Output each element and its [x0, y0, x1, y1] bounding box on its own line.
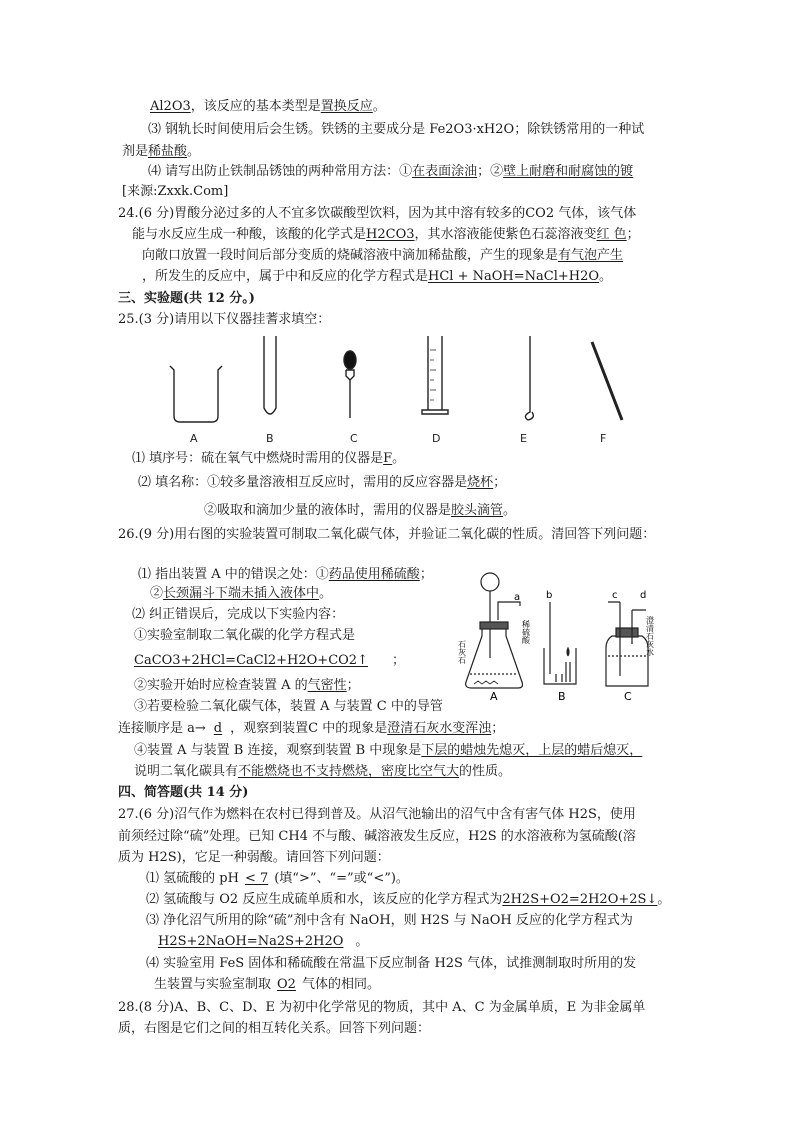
question-26-2d: ④装置 A 与装置 B 连接，观察到装置 B 中现象是下层的蜡烛先熄灭，上层的蜡后熄灭，	[134, 743, 643, 758]
instrument-label-b: B	[266, 432, 274, 445]
tube-c-top	[608, 602, 646, 610]
line-l2: ⑶ 钢轨长时间使用后会生锈。铁锈的主要成分是 Fe2O3·xH2O；除铁锈常用的一种试	[148, 122, 645, 137]
label-limestone: 石灰石	[457, 640, 467, 664]
instrument-label-e: E	[520, 432, 527, 445]
instrument-label-a: A	[190, 432, 198, 445]
question-27-3-answer: H2S+2NaOH=Na2S+2H2O 。	[158, 934, 369, 949]
question-26: 26.(9 分)用右图的实验装置可制取二氧化碳气体，并验证二氧化碳的性质。清回答下列问题：	[118, 527, 656, 542]
question-27-b: 前须经过除“硫”处理。已知 CH4 不与酸、碱溶液发生反应，H2S 的水溶液称为氢硫酸(溶	[118, 829, 636, 844]
label-a: a	[514, 592, 521, 603]
question-25-1: ⑴ 填序号：硫在氧气中燃烧时需用的仪器是F。	[132, 451, 406, 466]
glass-rod-icon	[592, 342, 622, 420]
beaker-icon	[170, 366, 222, 422]
label-limewater: 澄清石灰水	[645, 616, 655, 656]
question-26-2d-b: 说明二氧化碳具有不能燃烧也不支持燃烧，密度比空气大的性质。	[134, 764, 512, 779]
question-27-3: ⑶ 净化沼气所用的除“硫”剂中含有 NaOH，则 H2S 与 NaOH 反应的化学方程式为	[146, 913, 633, 928]
section-4-heading: 四、简答题(共 14 分)	[118, 785, 249, 800]
delivery-tube-a	[498, 602, 520, 620]
flask-icon	[466, 626, 523, 688]
label-c: c	[612, 590, 618, 601]
question-26-1: ⑴ 指出装置 A 中的错误之处：①药品使用稀硫酸；	[138, 567, 433, 582]
beaker-b-icon	[544, 648, 576, 684]
question-28: 28.(8 分)A、B、C、D、E 为初中化学常见的物质，其中 A、C 为金属单质，E 为非金属单	[118, 1000, 646, 1015]
label-d: d	[640, 590, 647, 601]
line-l9: ，所发生的反应中，属于中和反应的化学方程式是HCl + NaOH=NaCl+H2O。	[142, 269, 613, 284]
instrument-label-c: C	[350, 432, 358, 445]
test-tube-icon	[264, 336, 276, 414]
funnel-bulb	[481, 573, 499, 591]
line-l7: 能与水反应生成一种酸，该酸的化学式是H2CO3，其水溶液能使紫色石蕊溶液变红 色；	[132, 227, 640, 242]
label-apparatus-b: B	[558, 690, 566, 703]
question-27-4: ⑷ 实验室用 FeS 固体和稀硫酸在常温下反应制备 H2S 气体，试推测制取时所用的发	[146, 956, 637, 971]
instruments-figure	[160, 330, 640, 448]
instrument-label-f: F	[600, 432, 607, 445]
line-l8: 向敞口放置一段时间后部分变质的烧碱溶液中滴加稀盐酸，产生的现象是有气泡产生	[142, 248, 624, 263]
question-25-3: ②吸取和滴加少量的液体时，需用的仪器是胶头滴管。	[204, 503, 517, 518]
question-26-1b: ②长颈漏斗下端未插入液体中。	[150, 586, 333, 601]
question-27-2: ⑵ 氢硫酸与 O2 反应生成硫单质和水，该反应的化学方程式为2H2S+O2=2H2O+2S↓。	[146, 892, 671, 907]
label-dilute-sulfuric: 稀硫酸	[521, 620, 531, 644]
question-26-2: ⑵ 纠正错误后，完成以下实验内容：	[132, 607, 345, 622]
dropper-icon	[346, 370, 354, 418]
candle-lower	[556, 674, 562, 682]
section-3-heading: 三、实验题(共 12 分。)	[118, 291, 255, 306]
stopper-a	[480, 622, 508, 629]
question-27-4-b: 生装置与实验室制取 O2 气体的相同。	[154, 977, 380, 992]
stopper-c	[616, 628, 638, 637]
dropper-bulb-icon	[344, 351, 356, 369]
bottle-c-icon	[606, 636, 648, 686]
question-25: 25.(3 分)请用以下仪器挂蓍求填空：	[118, 312, 331, 327]
question-28-b: 质，右图是它们之间的相互转化关系。回答下列问题：	[118, 1021, 431, 1036]
line-l4: ⑷ 请写出防止铁制品锈蚀的两种常用方法：①在表面涂油；②壁上耐磨和耐腐蚀的镀	[148, 164, 634, 179]
instrument-label-d: D	[432, 432, 441, 445]
question-27: 27.(6 分)沼气作为燃料在农村已得到普及。从沼气池输出的沼气中含有害气体 H2S，使用	[118, 807, 636, 822]
question-27-1: ⑴ 氢硫酸的 pH < 7 (填“>”、“=”或“<”)。	[146, 871, 409, 886]
label-apparatus-c: C	[624, 690, 632, 703]
candle-upper	[566, 662, 570, 682]
flame-icon	[567, 648, 569, 656]
line-l1: Al2O3，该反应的基本类型是置换反应。	[150, 99, 386, 114]
cylinder-icon	[422, 336, 448, 414]
line-l6: 24.(6 分)胃酸分泌过多的人不宜多饮碳酸型饮料，因为其中溶有较多的CO2 气体，该气体	[118, 206, 637, 221]
line-l5: [来源:Zxxk.Com]	[122, 184, 229, 199]
line-l3: 剂是稀盐酸。	[122, 144, 201, 159]
question-26-2a-answer: CaCO3+2HCl=CaCl2+H2O+CO2↑ ；	[134, 653, 405, 668]
question-25-2: ⑵ 填名称：①较多量溶液相互反应时，需用的反应容器是烧杯；	[138, 475, 507, 490]
cylinder-marks	[430, 350, 436, 400]
question-26-2b: ②实验开始时应检查装置 A 的气密性；	[134, 678, 360, 693]
label-apparatus-a: A	[490, 690, 498, 703]
question-26-2c-b: 连接顺序是 a→ d ，观察到装置C 中的现象是澄清石灰水变浑浊；	[118, 721, 505, 736]
question-26-2a: ①实验室制取二氧化碳的化学方程式是	[134, 628, 356, 643]
combustion-spoon-icon	[525, 336, 533, 420]
answer-al2o3: Al2O3	[150, 99, 191, 114]
question-27-c: 质为 H2S)，它足一种弱酸。请回答下列问题：	[118, 850, 390, 865]
question-26-2c: ③若要检验二氧化碳气体，装置 A 与装置 C 中的导管	[134, 699, 443, 714]
label-b: b	[546, 590, 553, 601]
co2-apparatus-figure	[457, 570, 682, 703]
